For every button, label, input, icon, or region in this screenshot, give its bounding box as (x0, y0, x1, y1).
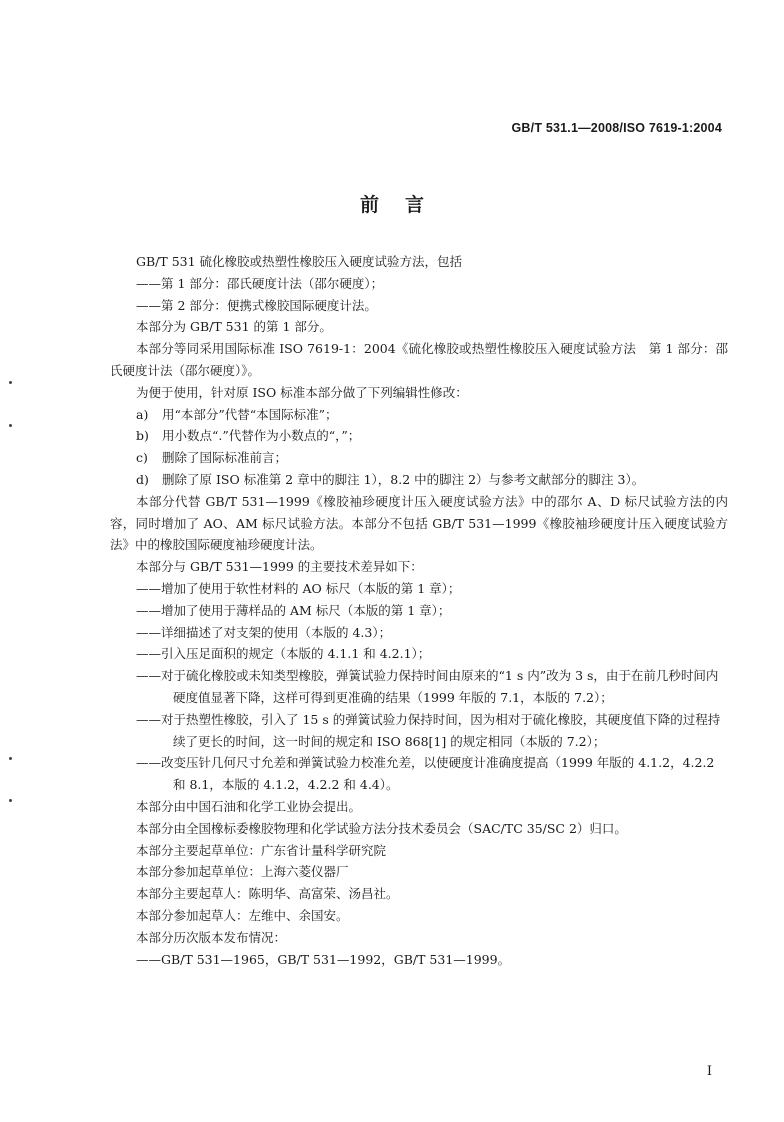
paragraph-adoption: 本部分等同采用国际标准 ISO 7619-1：2004《硫化橡胶或热塑性橡胶压入硬度试验方法 第 1 部分：邵氏硬度计法（邵尔硬度）》。 (110, 341, 728, 378)
paragraph-main-drafter-unit: 本部分主要起草单位：广东省计量科学研究院 (136, 842, 387, 858)
diff-item: ——详细描述了对支架的使用（本版的 4.3）； (136, 624, 392, 640)
list-label: c) (136, 450, 148, 466)
dash-item-part2: ——第 2 部分：便携式橡胶国际硬度计法。 (136, 297, 377, 313)
paragraph-edits-intro: 为便于使用，针对原 ISO 标准本部分做了下列编辑性修改： (136, 384, 468, 400)
foreword-body (110, 251, 728, 970)
scan-speck (9, 381, 12, 384)
scan-speck (9, 757, 12, 760)
page-number: I (706, 1064, 712, 1079)
list-text: 删除了国际标准前言； (162, 450, 288, 466)
paragraph-proposer: 本部分由中国石油和化学工业协会提出。 (136, 798, 362, 814)
list-label: a) (136, 406, 149, 422)
list-item-a (136, 404, 728, 426)
list-item-c (136, 447, 728, 469)
diff-item: ——对于硫化橡胶或未知类型橡胶，弹簧试验力保持时间由原来的“1 s 内”改为 3 s，由于在前几秒时间内硬度值显著下降，这样可得到更准确的结果（1999 年版的 7.1，本版的 7.2）； (136, 668, 719, 705)
paragraph-participating-drafters: 本部分参加起草人：左维中、余国安。 (136, 907, 349, 923)
paragraph-committee: 本部分由全国橡标委橡胶物理和化学试验方法分技术委员会（SAC/TC 35/SC 2）归口。 (136, 820, 627, 836)
list-item-d (136, 469, 728, 491)
paragraph-scope: GB/T 531 硫化橡胶或热塑性橡胶压入硬度试验方法，包括 (136, 254, 463, 269)
list-label: b) (136, 428, 149, 444)
diff-item: ——改变压针几何尺寸允差和弹簧试验力校准允差，以使硬度计准确度提高（1999 年版的 4.1.2，4.2.2 和 8.1，本版的 4.1.2，4.2.2 和 4.4）。 (136, 755, 715, 793)
standard-code-header: GB/T 531.1—2008/ISO 7619-1:2004 (511, 121, 722, 135)
list-text: 删除了原 ISO 标准第 2 章中的脚注 1），8.2 中的脚注 2）与参考文献部分的脚注 3）。 (162, 471, 645, 487)
list-text: 用“本部分”代替“本国际标准”； (162, 406, 338, 422)
scan-speck (9, 424, 12, 427)
paragraph-replacement: 本部分代替 GB/T 531—1999《橡胶袖珍硬度计压入硬度试验方法》中的邵尔 A、D 标尺试验方法的内容，同时增加了 AO、AM 标尺试验方法。本部分不包括 GB/T 531—1999《橡胶袖珍硬度计压入硬度试验方法》中的橡胶国际硬度袖珍硬度计法。 (110, 493, 728, 553)
paragraph-history-intro: 本部分历次版本发布情况： (136, 929, 287, 945)
page-title: 前言 (359, 194, 450, 216)
diff-item: ——增加了使用于软性材料的 AO 标尺（本版的第 1 章）； (136, 580, 461, 596)
diff-item: ——引入压足面积的规定（本版的 4.1.1 和 4.2.1）； (136, 646, 431, 662)
dash-item-part1: ——第 1 部分：邵氏硬度计法（邵尔硬度）； (136, 275, 384, 291)
dash-item-history: ——GB/T 531—1965，GB/T 531—1992，GB/T 531—1999。 (136, 951, 511, 967)
paragraph-part-statement: 本部分为 GB/T 531 的第 1 部分。 (136, 319, 332, 335)
list-text: 用小数点“.”代替作为小数点的“，”； (162, 428, 361, 444)
paragraph-participating-unit: 本部分参加起草单位：上海六菱仪器厂 (136, 864, 349, 880)
diff-item: ——对于热塑性橡胶，引入了 15 s 的弹簧试验力保持时间，因为相对于硫化橡胶，其硬度值下降的过程持续了更长的时间，这一时间的规定和 ISO 868[1] 的规定相同（本版的 7.2）； (136, 711, 721, 749)
diff-item: ——增加了使用于薄样品的 AM 标尺（本版的第 1 章）； (136, 602, 451, 618)
list-item-b (136, 425, 728, 447)
list-label: d) (136, 471, 149, 487)
paragraph-differences-intro: 本部分与 GB/T 531—1999 的主要技术差异如下： (136, 559, 423, 575)
scan-speck (9, 799, 12, 802)
paragraph-main-drafters: 本部分主要起草人：陈明华、高富荣、汤昌社。 (136, 886, 399, 902)
